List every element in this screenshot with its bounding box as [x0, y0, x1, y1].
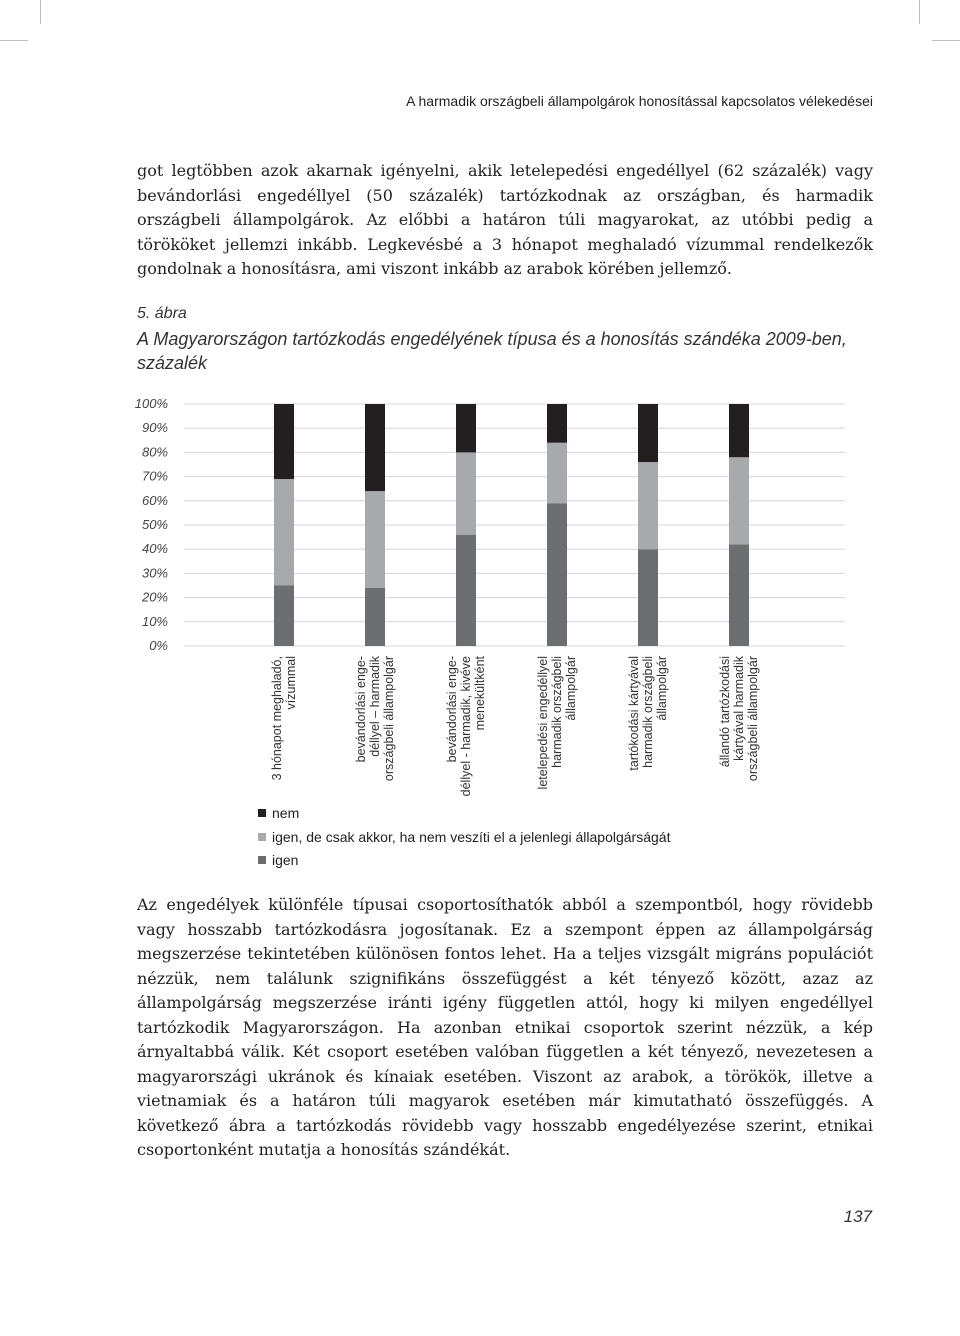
y-tick-label: 90%	[141, 420, 168, 436]
bar-segment-nem	[365, 404, 385, 491]
legend-item-nem	[258, 805, 299, 821]
bar-segment-nem	[547, 404, 567, 443]
bar-segment-igen	[456, 452, 476, 534]
y-tick-label: 40%	[141, 541, 168, 557]
x-category-label-line: harmadik országbeli	[550, 656, 564, 768]
x-category-label-line: vízummal	[284, 656, 298, 710]
x-category-label	[536, 656, 578, 789]
x-category-label-line: déllyel – harmadik	[368, 656, 382, 757]
y-tick-label: 70%	[141, 468, 168, 484]
bar-segment-nem	[729, 404, 749, 457]
bar-segment-igen	[274, 586, 294, 647]
x-category-label	[445, 655, 487, 796]
x-category-label-line: kártyával harmadik	[732, 656, 746, 761]
x-category-label	[718, 655, 760, 781]
x-category-label-line: állampolgár	[564, 656, 578, 721]
page-number: 137	[843, 1207, 872, 1226]
bar-segment-nem	[638, 404, 658, 462]
x-category-label-line: menekültként	[473, 656, 487, 731]
y-tick-label: 50%	[141, 517, 168, 532]
bar-segment-igen	[638, 549, 658, 646]
bar-segment-igen	[365, 588, 385, 646]
x-category-label-line: bevándorlási enge-	[354, 656, 368, 763]
running-header: A harmadik országbeli állampolgárok honosítással kapcsolatos vélekedései	[406, 93, 873, 109]
bar-segment-igen	[729, 544, 749, 646]
bar-segment-igen	[638, 462, 658, 549]
x-category-label-line: déllyel - harmadik, kivéve	[459, 656, 473, 797]
bar-segment-nem	[274, 404, 294, 479]
bar-segment-igen	[456, 535, 476, 646]
x-category-label	[270, 656, 298, 780]
x-category-label	[354, 655, 396, 781]
x-category-label-line: tartókodási kártyával	[627, 656, 641, 771]
legend-label-nem: nem	[272, 805, 300, 821]
bar-segment-igen	[365, 491, 385, 588]
body-paragraph-2: Az engedélyek különféle típusai csoportosíthatók abból a szempontból, hogy rövidebb vagy hosszabb tartózkodásra jogosítanak. Ez a szempont éppen az állampolgárság megszerzése tekintetében különösen fontos lehet. Ha a teljes vizsgált migráns populációt nézzük, nem találunk szignifikáns összefüggést a két tényező között, azaz az állampolgárság megszerzése iránti igény független attól, hogy ki milyen engedéllyel tartózkodik Magyarországon. Ha azonban etnikai csoportok szerint nézzük, a kép árnyaltabbá válik. Két csoport esetében valóban független a két tényező, nevezetesen a magyarországi ukránok és kínaiak esetében. Viszont az arabok, a törökök, illetve a vietnamiak és a határon túli magyarok esetében már kimutatható összefüggés. A következő ábra a tartózkodás rövidebb vagy hosszabb engedélyezése szerint, etnikai csoportonként mutatja a honosítás szándékát.	[137, 895, 873, 1159]
legend-label-igen-de: igen, de csak akkor, ha nem veszíti el a jelenlegi állapolgárságát	[272, 829, 671, 845]
bar-segment-nem	[456, 404, 476, 452]
legend-label-igen: igen	[272, 852, 299, 868]
x-category-label-line: országbeli állampolgár	[382, 656, 396, 782]
y-tick-label: 10%	[141, 613, 168, 629]
legend-item-igen	[258, 852, 298, 868]
y-tick-label: 20%	[141, 589, 168, 605]
y-tick-label: 30%	[141, 565, 168, 581]
y-tick-label: 80%	[141, 444, 168, 460]
x-category-label	[627, 656, 669, 771]
figure-title: A Magyarországon tartózkodás engedélyének típusa és a honosítás szándéka 2009-ben, százalék	[137, 329, 847, 373]
body-paragraph-1: got legtöbben azok akarnak igényelni, akik letelepedési engedéllyel (62 százalék) vagy bevándorlási engedéllyel (50 százalék) tartózkodnak az országban, és harmadik országbeli állampolgárok. Az előbbi a határon túli magyarokat, az utóbbi pedig a törököket jellemzi inkább. Legkevésbé a 3 hónapot meghaladó vízummal rendelkezők gondolnak a honosításra, ami viszont inkább az arabok körében jellemző.	[137, 161, 873, 278]
x-category-label-line: letelepedési engedéllyel	[536, 656, 550, 790]
y-tick-label: 0%	[149, 638, 168, 653]
bar-segment-igen	[547, 503, 567, 646]
figure-label: 5. ábra	[137, 305, 187, 322]
legend-swatch-igen	[258, 856, 266, 864]
legend-swatch-igen-de	[258, 833, 266, 841]
x-category-label-line: bevándorlási enge-	[445, 656, 459, 763]
x-category-label-line: országbeli állampolgár	[746, 656, 760, 782]
y-tick-label: 60%	[141, 492, 168, 508]
bar-segment-igen	[274, 479, 294, 585]
x-category-label-line: állandó tartózkodási	[718, 656, 732, 768]
legend-swatch-nem	[258, 809, 266, 817]
bar-segment-igen	[547, 443, 567, 504]
bar-segment-igen	[729, 457, 749, 544]
x-category-label-line: 3 hónapot meghaladó,	[270, 656, 284, 781]
y-tick-label: 100%	[134, 396, 168, 411]
legend-item-igen-de	[258, 829, 670, 845]
x-category-label-line: harmadik országbeli	[641, 656, 655, 768]
x-category-label-line: állampolgár	[655, 656, 669, 721]
